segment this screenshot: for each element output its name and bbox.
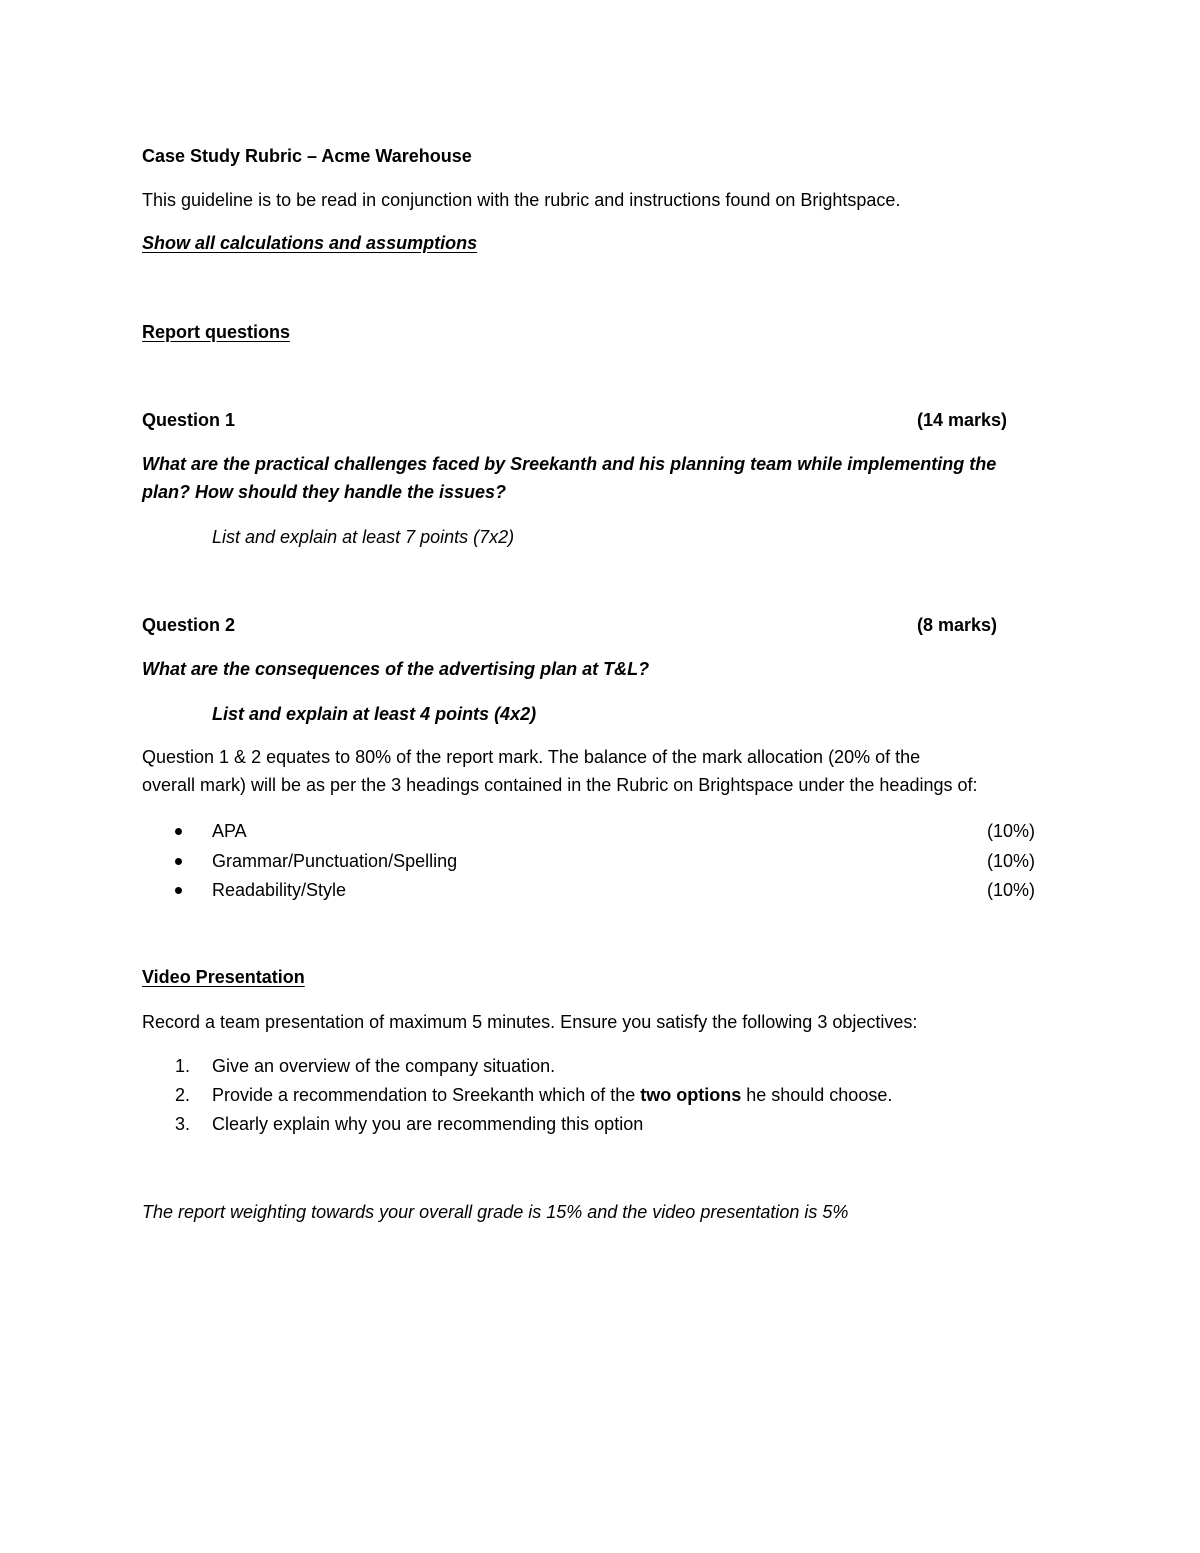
bullet-dot [175,887,182,894]
objective-text: Give an overview of the company situation. [212,1056,556,1076]
objective-number: 2. [175,1085,191,1105]
question-2-instruction: List and explain at least 4 points (4x2) [212,704,537,724]
show-calculations-note: Show all calculations and assumptions [142,233,478,253]
objective-number: 1. [175,1056,191,1076]
question-1-label: Question 1 [142,410,236,430]
question-1-prompt-line1: What are the practical challenges faced by Sreekanth and his planning team while implementing the [142,454,997,474]
document-title: Case Study Rubric – Acme Warehouse [142,146,472,166]
question-1-prompt-line2: plan? How should they handle the issues? [142,482,507,502]
video-intro: Record a team presentation of maximum 5 minutes. Ensure you satisfy the following 3 objectives: [142,1012,918,1032]
rubric-heading-weight: (10%) [987,880,1036,900]
rubric-heading-name: Grammar/Punctuation/Spelling [212,851,458,871]
rubric-heading-weight: (10%) [987,821,1036,841]
objective-text: Clearly explain why you are recommending this option [212,1114,644,1134]
objective-text-pre: Provide a recommendation to Sreekanth which of the [212,1085,641,1105]
intro-text: This guideline is to be read in conjunction with the rubric and instructions found on Brightspace. [142,190,901,210]
weighting-note: The report weighting towards your overall grade is 15% and the video presentation is 5% [142,1202,849,1222]
question-1-instruction: List and explain at least 7 points (7x2) [212,527,515,547]
allocation-line1: Question 1 & 2 equates to 80% of the report mark. The balance of the mark allocation (20% of the [142,747,921,767]
report-questions-heading: Report questions [142,322,291,342]
objective-text [212,1084,892,1106]
rubric-heading-weight: (10%) [987,851,1036,871]
bullet-dot [175,828,182,835]
rubric-heading-name: APA [212,821,247,841]
video-presentation-heading: Video Presentation [142,967,305,987]
question-2-prompt: What are the consequences of the advertising plan at T&L? [142,659,650,679]
question-2-marks: (8 marks) [917,615,998,635]
objective-number: 3. [175,1114,191,1134]
objective-text-bold: two options [640,1085,742,1105]
rubric-heading-name: Readability/Style [212,880,347,900]
question-1-marks: (14 marks) [917,410,1008,430]
bullet-dot [175,858,182,865]
objective-text-post: he should choose. [741,1085,893,1105]
allocation-line2: overall mark) will be as per the 3 headings contained in the Rubric on Brightspace under the headings of: [142,775,978,795]
question-2-label: Question 2 [142,615,236,635]
